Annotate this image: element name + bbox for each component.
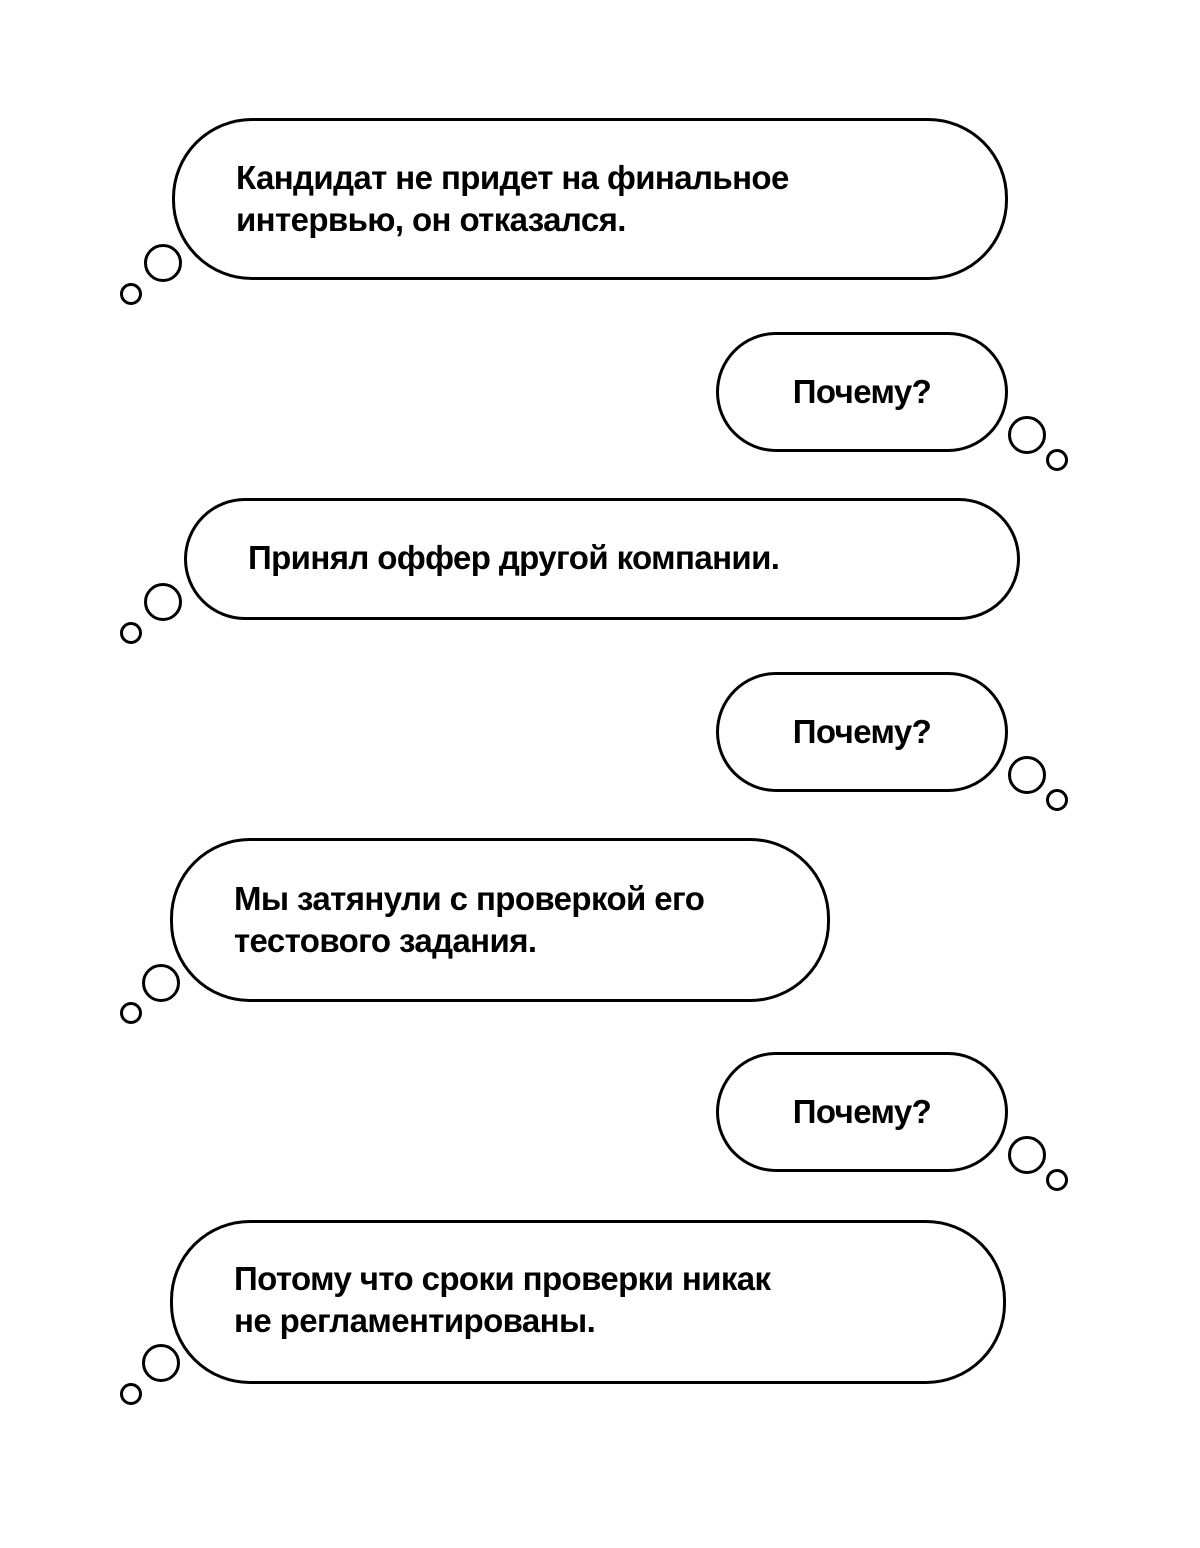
bubble-3-large-dot	[144, 583, 182, 621]
bubble-4-text: Почему?	[792, 713, 932, 750]
bubble-6-small-dot	[1046, 1169, 1068, 1191]
bubble-5-small-dot	[120, 1002, 142, 1024]
bubble-1-small-dot	[120, 283, 142, 305]
bubble-3-text: Принял оффер другой компании.	[248, 539, 780, 576]
bubble-5-large-dot	[142, 964, 180, 1002]
bubble-3-small-dot	[120, 622, 142, 644]
bubble-4-small-dot	[1046, 789, 1068, 811]
bubble-7-large-dot	[142, 1344, 180, 1382]
bubble-6-text: Почему?	[792, 1093, 932, 1130]
bubble-1-large-dot	[144, 244, 182, 282]
bubble-2-small-dot	[1046, 449, 1068, 471]
bubble-6-large-dot	[1008, 1136, 1046, 1174]
bubble-7-small-dot	[120, 1383, 142, 1405]
bubble-4-large-dot	[1008, 756, 1046, 794]
bubble-7-text: Потому что сроки проверки никак не регламентированы.	[234, 1260, 771, 1339]
bubble-2-large-dot	[1008, 416, 1046, 454]
bubble-2-text: Почему?	[792, 373, 932, 410]
bubble-1-text: Кандидат не придет на финальное интервью, он отказался.	[236, 159, 789, 238]
bubble-5-text: Мы затянули с проверкой его тестового задания.	[234, 880, 705, 959]
